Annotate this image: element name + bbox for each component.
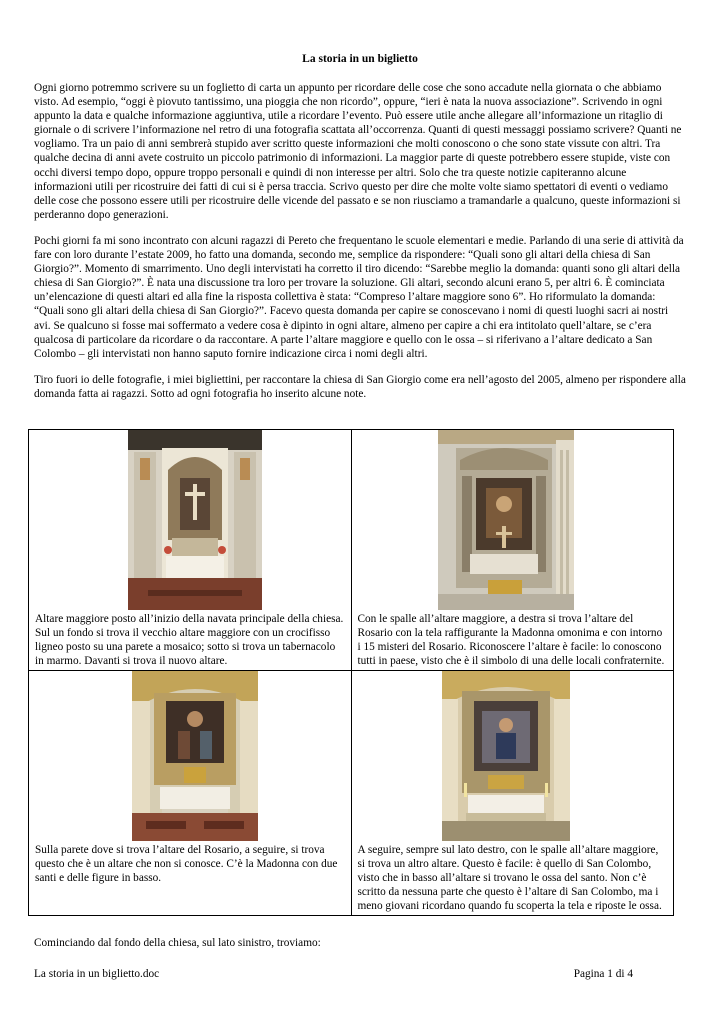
- photo-cell-altare-san-colombo: [351, 671, 674, 916]
- altare-san-colombo-photo: [442, 671, 570, 841]
- document-title: La storia in un biglietto: [302, 53, 418, 65]
- table-row: [29, 430, 674, 671]
- paragraph-pereto: Pochi giorni fa mi sono incontrato con alcuni ragazzi di Pereto che frequentano le scuole elementari e medie. Parlando di una serie di attività da fare con loro durante l’estate 2009, ho fatto una domanda, secondo me, semplice da rispondere: “Quali sono gli altari della chiesa di San Giorgio?”. Momento di smarrimento. Uno degli intervistati ha corretto il tiro dicendo: “Sarebbe meglio la domanda: quanti sono gli altari della chiesa di San Giorgio?”. È nata una discussione tra loro per trovare la soluzione. Gli altari, secondo alcuni erano 5, per altri 6. È cominciata un’elencazione di questi altari ed alla fine la risposta collettiva è stata: “Compreso l’altare maggiore sono 6”. Ho riformulato la domanda: “Quali sono gli altari della chiesa di San Giorgio?”. Facevo questa domanda per capire se conoscevano i nomi di questi luoghi sacri ai nostri avi. Se qualcuno si fosse mai soffermato a vedere cosa è dipinto in ogni altare, almeno per capire a chi era intitolato quell’altare, se c’era qualcosa di particolare da ricordare o da raccontare. A parte l’altare maggiore e quello con le ossa – si riferivano a l’altare dedicato a San Colombo – gli intervistati non hanno saputo fornire indicazione circa i nomi degli altri.: [34, 234, 684, 360]
- footer-page-number: Pagina 1 di 4: [573, 968, 633, 980]
- page-footer: [34, 968, 633, 980]
- after-table-text: Cominciando dal fondo della chiesa, sul lato sinistro, troviamo:: [34, 937, 321, 949]
- altare-madonna-santi-photo: [132, 671, 258, 841]
- altare-maggiore-photo: [128, 430, 262, 610]
- photo-table: [28, 429, 674, 916]
- table-row: [29, 671, 674, 916]
- caption-altare-san-colombo: A seguire, sempre sul lato destro, con le spalle all’altare maggiore, si trova un altro altare. Questo è facile: è quello di San Colombo, visto che in basso all’altare si trovano le ossa del santo. Non c’è scritto da nessuna parte che questo è l’altare di San Colombo, ma i meno giovani ricordano quando fu scoperta la tela e riposte le ossa.: [357, 844, 662, 912]
- photo-cell-altare-madonna-santi: [29, 671, 352, 916]
- document-body: [34, 52, 686, 413]
- altare-rosario-photo: [438, 430, 574, 610]
- photo-cell-altare-rosario: [351, 430, 674, 671]
- caption-altare-madonna-santi: Sulla parete dove si trova l’altare del Rosario, a seguire, si trova questo che è un altare che non si conosce. C’è la Madonna con due santi e delle figure in basso.: [35, 844, 338, 884]
- paragraph-photos: Tiro fuori io delle fotografie, i miei bigliettini, per raccontare la chiesa di San Giorgio come era nell’agosto del 2005, almeno per rispondere alla domanda fatta ai ragazzi. Sotto ad ogni fotografia ho inserito alcune note.: [34, 373, 686, 400]
- caption-altare-maggiore: Altare maggiore posto all’inizio della navata principale della chiesa. Sul un fondo si trova il vecchio altare maggiore con un crocifisso ligneo posto su una parete a mosaico; sotto si trova un tabernacolo in marmo. Davanti si trova il nuovo altare.: [35, 613, 344, 667]
- paragraph-intro: Ogni giorno potremmo scrivere su un foglietto di carta un appunto per ricordare delle cose che sono accadute nella giornata o che abbiamo visto. Ad esempio, “oggi è piovuto tantissimo, una pioggia che non ricordo”, oppure, “ieri è nata la nuova associazione”. Scrivendo in ogni appunto la data e qualche informazione aggiuntiva, utile a ricordare l’evento. Può essere utile anche allegare all’informazione un ritaglio di giornale o di scrivere l’informazione nel retro di una fotografia scattata all’occorrenza. Quanti di questi messaggi possiamo scrivere? Quanti ne vogliamo. Tra un paio di anni sembrerà stupido aver scritto queste informazioni che molti conoscono o che sono state vissute con altri. Tra qualche decina di anni avete costruito un piccolo patrimonio di informazioni. La maggior parte di queste potrebbero essere stupide, viste con occhi diversi tempo dopo, oppure troppo personali e quindi di non interesse per altri. Solo che tra queste notizie capiteranno alcune informazioni utili per ricostruire dei fatti di cui si è persa traccia. Scrivo questo per dire che molte volte siamo spettatori di eventi o vediamo delle cose che possono essere utili per ricostruire delle vicende del passato e se non riusciamo a tramandarle a qualcuno, queste informazioni si perderanno dopo generazioni.: [34, 82, 682, 221]
- footer-filename: La storia in un biglietto.doc: [34, 968, 160, 980]
- caption-altare-rosario: Con le spalle all’altare maggiore, a destra si trova l’altare del Rosario con la tela raffigurante la Madonna omonima e con intorno i 15 misteri del Rosario. Riconoscere l’altare è facile: lo conoscono tutti in paese, visto che è il simbolo di una delle locali confraternite.: [357, 613, 665, 667]
- photo-cell-altare-maggiore: [29, 430, 352, 671]
